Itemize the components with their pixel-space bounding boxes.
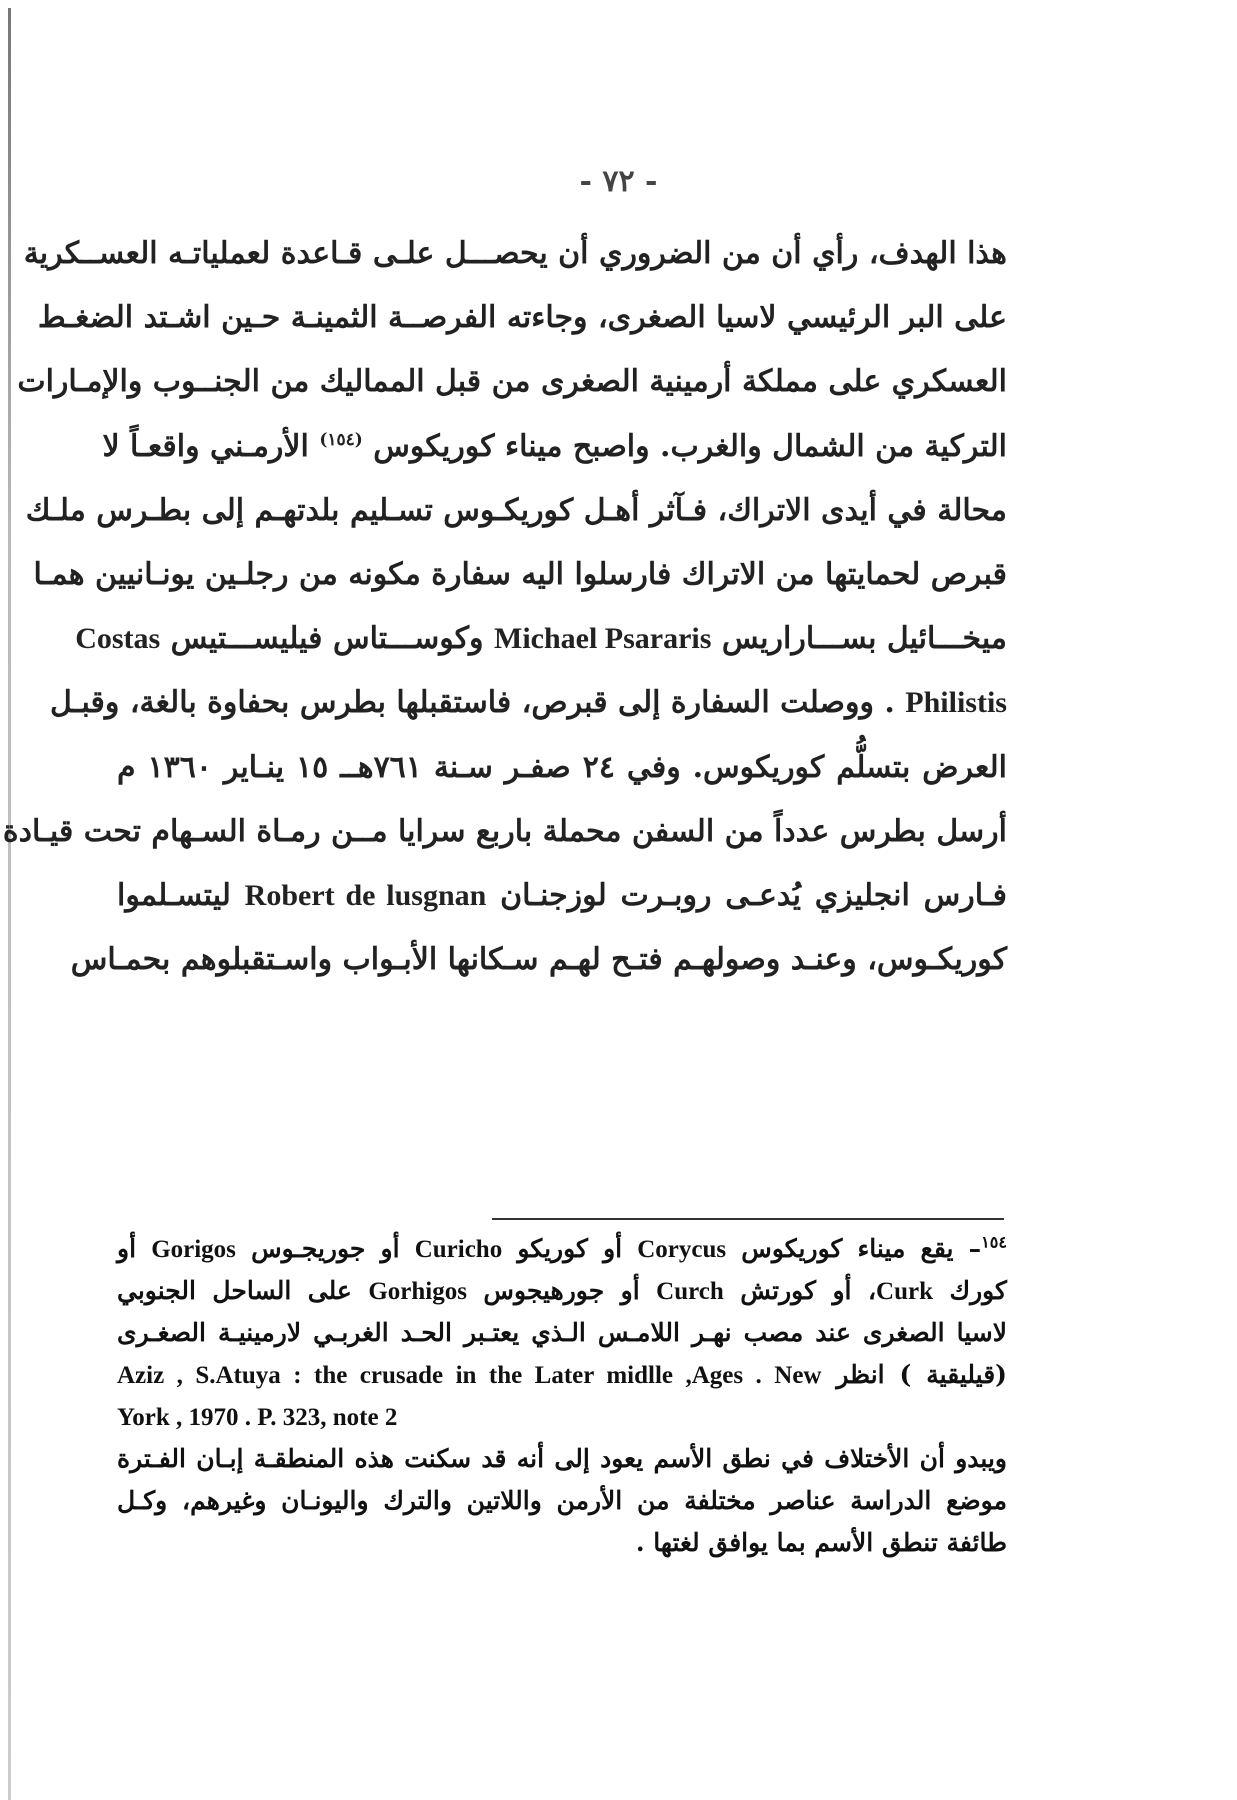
footnote-line	[117, 1354, 1007, 1396]
footnote-number: ١٥٤	[981, 1232, 1007, 1252]
page-number: - ٧٢ -	[579, 164, 658, 199]
body-line: العرض بتسلُّم كوريكوس. وفي ٢٤ صفـر سـنة ٧٦١هــ ١٥ ينـاير ١٣٦٠ م	[117, 749, 1007, 785]
footnote-line: موضع الدراسة عناصر مختلفة من الأرمن واللاتين والترك واليونـان وغيرهم، وكـل	[117, 1486, 1007, 1515]
body-line-part: التركية من الشمال والغرب. واصبح ميناء كوريكوس	[373, 428, 1007, 464]
body-text	[2, 222, 1007, 992]
footnote-line: لاسيا الصغرى عند مصب نهـر اللامـس الـذي يعتـبر الحـد الغربـي لارمينيـة الصغـرى	[117, 1318, 1007, 1347]
body-line-part: الأرمـني واقعـاً لا	[102, 428, 309, 464]
body-line	[49, 671, 1007, 735]
latin-name: Curk	[876, 1278, 933, 1305]
latin-name: Gorigos	[151, 1236, 236, 1263]
body-line-part: . ووصلت السفارة إلى قبرص، فاستقبلها بطرس بحفاوة بالغة، وقبـل	[49, 685, 895, 721]
latin-name: Corycus	[637, 1236, 727, 1263]
footnote-part: ، أو كورتش	[740, 1276, 877, 1305]
body-line: كوريكـوس، وعنـد وصولهـم فتـح لهـم سـكانها الأبـواب واسـتقبلوهم بحمـاس	[70, 942, 1007, 978]
footnote-part: – يقع ميناء كوريكوس	[741, 1234, 982, 1263]
latin-name: Curicho	[414, 1236, 503, 1263]
footnote-part: كورك	[949, 1276, 1007, 1305]
footnote-line: ويبدو أن الأختلاف في نطق الأسم يعود إلى أنه قد سكنت هذه المنطقـة إبـان الفـترة	[117, 1444, 1007, 1473]
body-line-part: فـارس انجليزي يُدعـى روبـرت لوزجنـان	[500, 877, 1007, 913]
latin-name: Costas	[75, 622, 161, 656]
footnote-line	[117, 1228, 1007, 1270]
body-line: محالة في أيدى الاتراك، فـآثر أهـل كوريكـوس تسـليم بلدتهـم إلى بطـرس ملـك	[25, 492, 1007, 528]
footnote-line	[117, 1396, 1007, 1438]
footnote-part: (قيليقية ) انظر	[836, 1360, 1007, 1389]
body-line-part: ليتسـلموا	[117, 877, 231, 913]
footnote-separator	[492, 1218, 1004, 1220]
page-edge-rule	[8, 8, 11, 1800]
body-line-part: ميخـــائيل بســـاراريس	[721, 621, 1007, 657]
citation: Aziz , S.Atuya : the crusade in the Later midlle ,Ages . New	[117, 1362, 822, 1389]
latin-name: Gorhigos	[368, 1278, 467, 1305]
body-line-part: وكوســـتاس فيليســـتيس	[170, 621, 484, 657]
footnote-line	[117, 1270, 1007, 1312]
footnote-part: على الساحل الجنوبي	[117, 1276, 352, 1305]
body-line	[102, 415, 1007, 479]
footnote-part: أو	[117, 1234, 137, 1263]
footnote-part: أو كوريكو	[517, 1234, 623, 1263]
body-line	[75, 607, 1007, 671]
footnote-reference[interactable]: (١٥٤)	[319, 429, 363, 450]
citation: York , 1970 . P. 323, note 2	[117, 1404, 398, 1431]
body-line: العسكري على مملكة أرمينية الصغرى من قبل المماليك من الجنــوب والإمـارات	[17, 364, 1007, 400]
footnote-part: أو جورهيجوس	[483, 1276, 640, 1305]
body-line	[117, 864, 1007, 928]
footnote-part: أو جوريجـوس	[251, 1234, 400, 1263]
latin-name: Philistis	[905, 686, 1007, 720]
footnotes	[117, 1228, 1007, 1564]
footnote-line: طائفة تنطق الأسم بما يوافق لغتها .	[635, 1528, 1007, 1557]
body-line: هذا الهدف، رأي أن من الضروري أن يحصـــل علـى قـاعدة لعملياتـه العســكرية	[23, 236, 1007, 271]
latin-name: Curch	[656, 1278, 724, 1305]
latin-name: Michael Psararis	[494, 622, 712, 656]
body-line: قبرص لحمايتها من الاتراك فارسلوا اليه سفارة مكونه من رجلـين يونـانيين همـا	[33, 556, 1007, 592]
body-line: أرسل بطرس عدداً من السفن محملة باربع سرايا مــن رمـاة السـهام تحت قيـادة	[2, 813, 1007, 849]
body-line: على البر الرئيسي لاسيا الصغرى، وجاءته الفرصــة الثمينـة حـين اشـتد الضغـط	[37, 300, 1007, 336]
latin-name: Robert de lusgnan	[244, 878, 487, 912]
